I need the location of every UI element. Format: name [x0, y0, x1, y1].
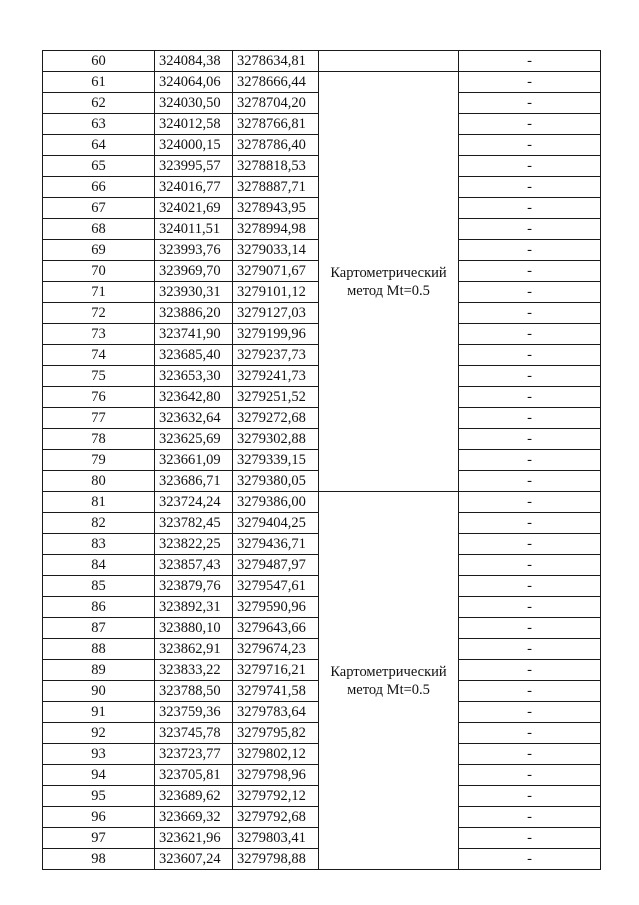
point-number-cell: 71	[43, 282, 155, 303]
point-number-cell: 89	[43, 660, 155, 681]
point-number-cell: 65	[43, 156, 155, 177]
table-body	[43, 51, 601, 870]
x-coordinate-cell: 323880,10	[155, 618, 233, 639]
y-coordinate-cell: 3279802,12	[233, 744, 319, 765]
y-coordinate-cell: 3279237,73	[233, 345, 319, 366]
x-coordinate-cell: 323995,57	[155, 156, 233, 177]
y-coordinate-cell: 3278943,95	[233, 198, 319, 219]
x-coordinate-cell: 324084,38	[155, 51, 233, 72]
note-cell: -	[459, 744, 601, 765]
method-cell	[319, 72, 459, 492]
x-coordinate-cell: 323788,50	[155, 681, 233, 702]
x-coordinate-cell: 324012,58	[155, 114, 233, 135]
point-number-cell: 81	[43, 492, 155, 513]
point-number-cell: 66	[43, 177, 155, 198]
y-coordinate-cell: 3278994,98	[233, 219, 319, 240]
y-coordinate-cell: 3278818,53	[233, 156, 319, 177]
y-coordinate-cell: 3279339,15	[233, 450, 319, 471]
note-cell: -	[459, 93, 601, 114]
note-cell: -	[459, 303, 601, 324]
x-coordinate-cell: 323857,43	[155, 555, 233, 576]
x-coordinate-cell: 324064,06	[155, 72, 233, 93]
y-coordinate-cell: 3279590,96	[233, 597, 319, 618]
point-number-cell: 87	[43, 618, 155, 639]
x-coordinate-cell: 324016,77	[155, 177, 233, 198]
point-number-cell: 64	[43, 135, 155, 156]
x-coordinate-cell: 323723,77	[155, 744, 233, 765]
point-number-cell: 82	[43, 513, 155, 534]
note-cell: -	[459, 324, 601, 345]
x-coordinate-cell: 323759,36	[155, 702, 233, 723]
note-cell: -	[459, 849, 601, 870]
note-cell: -	[459, 135, 601, 156]
y-coordinate-cell: 3279547,61	[233, 576, 319, 597]
note-cell: -	[459, 240, 601, 261]
x-coordinate-cell: 323833,22	[155, 660, 233, 681]
x-coordinate-cell: 323822,25	[155, 534, 233, 555]
point-number-cell: 95	[43, 786, 155, 807]
x-coordinate-cell: 323892,31	[155, 597, 233, 618]
y-coordinate-cell: 3279302,88	[233, 429, 319, 450]
note-cell: -	[459, 702, 601, 723]
point-number-cell: 70	[43, 261, 155, 282]
note-cell: -	[459, 597, 601, 618]
x-coordinate-cell: 323632,64	[155, 408, 233, 429]
table-row	[43, 492, 601, 513]
y-coordinate-cell: 3279071,67	[233, 261, 319, 282]
note-cell: -	[459, 681, 601, 702]
point-number-cell: 67	[43, 198, 155, 219]
point-number-cell: 62	[43, 93, 155, 114]
x-coordinate-cell: 323745,78	[155, 723, 233, 744]
point-number-cell: 77	[43, 408, 155, 429]
note-cell: -	[459, 219, 601, 240]
x-coordinate-cell: 323642,80	[155, 387, 233, 408]
note-cell: -	[459, 513, 601, 534]
x-coordinate-cell: 323685,40	[155, 345, 233, 366]
y-coordinate-cell: 3279101,12	[233, 282, 319, 303]
coordinates-table	[42, 50, 601, 870]
note-cell: -	[459, 555, 601, 576]
y-coordinate-cell: 3279792,68	[233, 807, 319, 828]
point-number-cell: 83	[43, 534, 155, 555]
point-number-cell: 98	[43, 849, 155, 870]
method-label-line2: метод Mt=0.5	[347, 681, 430, 698]
y-coordinate-cell: 3279404,25	[233, 513, 319, 534]
y-coordinate-cell: 3279436,71	[233, 534, 319, 555]
x-coordinate-cell: 323689,62	[155, 786, 233, 807]
x-coordinate-cell: 324030,50	[155, 93, 233, 114]
x-coordinate-cell: 323862,91	[155, 639, 233, 660]
point-number-cell: 73	[43, 324, 155, 345]
note-cell: -	[459, 51, 601, 72]
note-cell: -	[459, 429, 601, 450]
y-coordinate-cell: 3279127,03	[233, 303, 319, 324]
y-coordinate-cell: 3279741,58	[233, 681, 319, 702]
note-cell: -	[459, 156, 601, 177]
y-coordinate-cell: 3279272,68	[233, 408, 319, 429]
y-coordinate-cell: 3279716,21	[233, 660, 319, 681]
y-coordinate-cell: 3279643,66	[233, 618, 319, 639]
x-coordinate-cell: 323724,24	[155, 492, 233, 513]
x-coordinate-cell: 323686,71	[155, 471, 233, 492]
y-coordinate-cell: 3279487,97	[233, 555, 319, 576]
note-cell: -	[459, 282, 601, 303]
note-cell: -	[459, 450, 601, 471]
point-number-cell: 86	[43, 597, 155, 618]
y-coordinate-cell: 3279783,64	[233, 702, 319, 723]
y-coordinate-cell: 3279798,88	[233, 849, 319, 870]
method-cell	[319, 492, 459, 870]
y-coordinate-cell: 3279251,52	[233, 387, 319, 408]
y-coordinate-cell: 3279386,00	[233, 492, 319, 513]
y-coordinate-cell: 3278634,81	[233, 51, 319, 72]
x-coordinate-cell: 324021,69	[155, 198, 233, 219]
y-coordinate-cell: 3279199,96	[233, 324, 319, 345]
x-coordinate-cell: 323993,76	[155, 240, 233, 261]
x-coordinate-cell: 323930,31	[155, 282, 233, 303]
y-coordinate-cell: 3279674,23	[233, 639, 319, 660]
table-row	[43, 51, 601, 72]
note-cell: -	[459, 765, 601, 786]
point-number-cell: 75	[43, 366, 155, 387]
point-number-cell: 74	[43, 345, 155, 366]
y-coordinate-cell: 3278766,81	[233, 114, 319, 135]
x-coordinate-cell: 323653,30	[155, 366, 233, 387]
point-number-cell: 91	[43, 702, 155, 723]
x-coordinate-cell: 323782,45	[155, 513, 233, 534]
point-number-cell: 85	[43, 576, 155, 597]
point-number-cell: 69	[43, 240, 155, 261]
note-cell: -	[459, 177, 601, 198]
note-cell: -	[459, 345, 601, 366]
y-coordinate-cell: 3279033,14	[233, 240, 319, 261]
note-cell: -	[459, 114, 601, 135]
y-coordinate-cell: 3279380,05	[233, 471, 319, 492]
note-cell: -	[459, 261, 601, 282]
table-row	[43, 72, 601, 93]
x-coordinate-cell: 323705,81	[155, 765, 233, 786]
point-number-cell: 78	[43, 429, 155, 450]
note-cell: -	[459, 807, 601, 828]
point-number-cell: 60	[43, 51, 155, 72]
y-coordinate-cell: 3279241,73	[233, 366, 319, 387]
point-number-cell: 90	[43, 681, 155, 702]
y-coordinate-cell: 3278786,40	[233, 135, 319, 156]
point-number-cell: 61	[43, 72, 155, 93]
note-cell: -	[459, 198, 601, 219]
y-coordinate-cell: 3278666,44	[233, 72, 319, 93]
x-coordinate-cell: 323607,24	[155, 849, 233, 870]
note-cell: -	[459, 660, 601, 681]
point-number-cell: 97	[43, 828, 155, 849]
method-cell	[319, 51, 459, 72]
note-cell: -	[459, 786, 601, 807]
y-coordinate-cell: 3279803,41	[233, 828, 319, 849]
point-number-cell: 79	[43, 450, 155, 471]
y-coordinate-cell: 3279795,82	[233, 723, 319, 744]
note-cell: -	[459, 387, 601, 408]
point-number-cell: 68	[43, 219, 155, 240]
x-coordinate-cell: 323625,69	[155, 429, 233, 450]
note-cell: -	[459, 534, 601, 555]
y-coordinate-cell: 3279792,12	[233, 786, 319, 807]
x-coordinate-cell: 324011,51	[155, 219, 233, 240]
x-coordinate-cell: 323669,32	[155, 807, 233, 828]
point-number-cell: 92	[43, 723, 155, 744]
point-number-cell: 63	[43, 114, 155, 135]
point-number-cell: 93	[43, 744, 155, 765]
x-coordinate-cell: 323621,96	[155, 828, 233, 849]
x-coordinate-cell: 323969,70	[155, 261, 233, 282]
note-cell: -	[459, 492, 601, 513]
note-cell: -	[459, 471, 601, 492]
x-coordinate-cell: 323661,09	[155, 450, 233, 471]
method-label-line1: Картометрический	[330, 264, 447, 281]
y-coordinate-cell: 3279798,96	[233, 765, 319, 786]
note-cell: -	[459, 618, 601, 639]
note-cell: -	[459, 639, 601, 660]
method-label-line1: Картометрический	[330, 663, 447, 680]
point-number-cell: 80	[43, 471, 155, 492]
note-cell: -	[459, 408, 601, 429]
note-cell: -	[459, 723, 601, 744]
x-coordinate-cell: 323886,20	[155, 303, 233, 324]
note-cell: -	[459, 828, 601, 849]
y-coordinate-cell: 3278704,20	[233, 93, 319, 114]
point-number-cell: 96	[43, 807, 155, 828]
point-number-cell: 76	[43, 387, 155, 408]
method-label-line2: метод Mt=0.5	[347, 282, 430, 299]
note-cell: -	[459, 366, 601, 387]
x-coordinate-cell: 324000,15	[155, 135, 233, 156]
point-number-cell: 94	[43, 765, 155, 786]
point-number-cell: 88	[43, 639, 155, 660]
y-coordinate-cell: 3278887,71	[233, 177, 319, 198]
x-coordinate-cell: 323741,90	[155, 324, 233, 345]
note-cell: -	[459, 576, 601, 597]
point-number-cell: 84	[43, 555, 155, 576]
x-coordinate-cell: 323879,76	[155, 576, 233, 597]
note-cell: -	[459, 72, 601, 93]
point-number-cell: 72	[43, 303, 155, 324]
